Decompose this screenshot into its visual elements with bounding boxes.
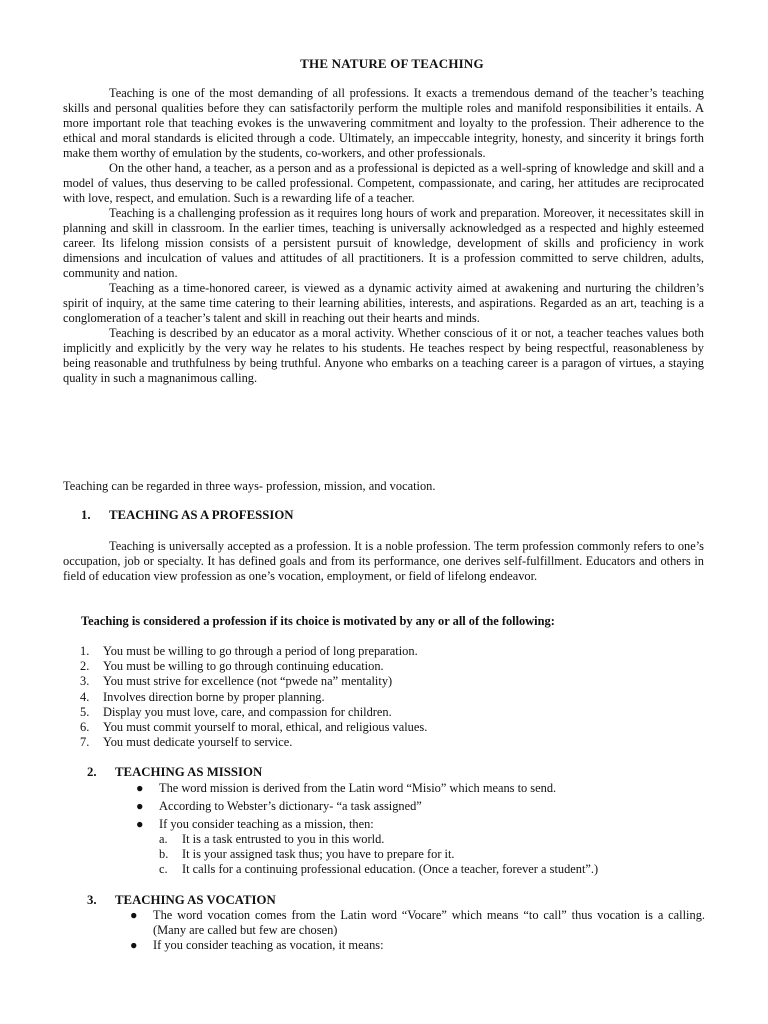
list-item xyxy=(80,674,427,689)
profession-criteria-lead: Teaching is considered a profession if its choice is motivated by any or all of the following: xyxy=(81,614,555,628)
section1-heading xyxy=(81,508,294,523)
bullet-text: If you consider teaching as vocation, it means: xyxy=(153,938,384,952)
section3-heading xyxy=(87,893,276,908)
list-item xyxy=(133,799,693,814)
item-text: Display you must love, care, and compassion for children. xyxy=(103,704,392,719)
sub-item-letter: a. xyxy=(159,832,168,846)
section1-title: TEACHING AS A PROFESSION xyxy=(109,508,294,522)
sub-item-text: It is a task entrusted to you in this world. xyxy=(182,832,385,846)
document-title: THE NATURE OF TEACHING xyxy=(300,56,484,71)
list-item xyxy=(80,720,427,735)
item-number: 3. xyxy=(80,674,90,689)
section3-title: TEACHING AS VOCATION xyxy=(115,893,276,907)
bullet-icon: ● xyxy=(130,938,138,952)
bullet-text: The word mission is derived from the Latin word “Misio” which means to send. xyxy=(159,781,557,795)
item-text: You must be willing to go through a period of long preparation. xyxy=(103,644,418,658)
sub-list-item xyxy=(159,862,693,877)
profession-criteria-list xyxy=(80,644,427,750)
item-text: Involves direction borne by proper planning. xyxy=(103,689,325,704)
sub-item-letter: b. xyxy=(159,847,169,861)
section2-title: TEACHING AS MISSION xyxy=(115,765,263,779)
list-item xyxy=(80,735,427,750)
intro-paragraph: On the other hand, a teacher, as a person and as a professional is depicted as a well-spring of knowledge and skill and a model of values, thus deserving to be called professional. Competent, compassionate, and caring, her attitudes are reciprocated with love, respect, and emulation. Such is a rewarding life of a teacher. xyxy=(63,161,704,205)
three-ways-lead: Teaching can be regarded in three ways- profession, mission, and vocation. xyxy=(63,479,436,493)
sub-list-item xyxy=(159,847,693,862)
list-item xyxy=(80,690,427,705)
bullet-text: According to Webster’s dictionary- “a task assigned” xyxy=(159,799,422,813)
bullet-icon: ● xyxy=(136,817,144,831)
bullet-icon: ● xyxy=(130,908,138,922)
sub-item-text: It is your assigned task thus; you have to prepare for it. xyxy=(182,847,455,861)
vocation-bullet-list xyxy=(127,908,705,953)
item-text: You must dedicate yourself to service. xyxy=(103,735,293,750)
list-item xyxy=(127,908,705,938)
item-number: 5. xyxy=(80,704,90,719)
bullet-icon: ● xyxy=(136,799,144,813)
mission-sub-list xyxy=(159,832,693,877)
item-number: 1. xyxy=(80,644,90,658)
list-item xyxy=(80,705,427,720)
bullet-icon: ● xyxy=(136,781,144,795)
list-item xyxy=(127,938,705,953)
sub-item-text: It calls for a continuing professional education. (Once a teacher, forever a student”.) xyxy=(182,862,599,876)
item-text: You must strive for excellence (not “pwede na” mentality) xyxy=(103,674,393,689)
intro-paragraph: Teaching is a challenging profession as it requires long hours of work and preparation. Moreover, it necessitates skill in planning and skill in classroom. In the earlier times, teaching is universally acknowledged as a respected and highly esteemed career. Its lifelong mission consists of a persistent pursuit of knowledge, development of skills and proficiency in work dimensions and inculcation of values and attitudes of all practitioners. It is a profession committed to serve children, adults, community and nation. xyxy=(63,206,704,280)
list-item xyxy=(133,781,693,796)
bullet-text: The word vocation comes from the Latin word “Vocare” which means “to call” thus vocation is a calling. (Many are called but few are chosen) xyxy=(153,908,705,937)
intro-paragraph: Teaching is described by an educator as a moral activity. Whether conscious of it or not, a teacher teaches values both implicitly and explicitly by the very way he relates to his students. He teaches respect by being respectful, reasonableness by being reasonable and truthfulness by being truthful. Anyone who embarks on a teaching career is a paragon of virtues, a staying quality in such a magnanimous calling. xyxy=(63,326,704,385)
intro-paragraph: Teaching is one of the most demanding of all professions. It exacts a tremendous demand of the teacher’s teaching skills and personal qualities before they can satisfactorily perform the multiple roles and manifold responsibilities it entails. A more important role that teaching evokes is the unwavering commitment and loyalty to the profession. Their adherence to the ethical and moral standards is elicited through a code. Ultimately, an impeccable integrity, honesty, and sincerity it brings forth make them worthy of emulation by the students, co-workers, and other professionals. xyxy=(63,86,704,160)
list-item xyxy=(133,817,693,877)
section1-number: 1. xyxy=(81,508,91,522)
section1-paragraph: Teaching is universally accepted as a profession. It is a noble profession. The term profession commonly refers to one’s occupation, job or specialty. It has defined goals and from its performance, one derives self-fulfillment. Educators and others in field of education view profession as one’s vocation, employment, or field of lifelong endeavor. xyxy=(63,539,704,583)
sub-list-item xyxy=(159,832,693,847)
list-item xyxy=(80,659,427,674)
item-number: 7. xyxy=(80,735,90,750)
section2-heading xyxy=(87,765,262,780)
item-text: You must commit yourself to moral, ethical, and religious values. xyxy=(103,719,428,734)
section2-number: 2. xyxy=(87,765,97,779)
sub-item-letter: c. xyxy=(159,862,168,876)
section3-number: 3. xyxy=(87,893,97,907)
mission-bullet-list xyxy=(133,781,693,877)
list-item xyxy=(80,644,427,659)
item-number: 2. xyxy=(80,659,90,674)
intro-paragraph: Teaching as a time-honored career, is viewed as a dynamic activity aimed at awakening and nurturing the children’s spirit of inquiry, at the same time catering to their learning abilities, interests, and aspirations. Regarded as an art, teaching is a conglomeration of a teacher’s talent and skill in reaching out their hearts and minds. xyxy=(63,281,704,325)
item-number: 4. xyxy=(80,689,90,704)
bullet-text: If you consider teaching as a mission, then: xyxy=(159,817,374,831)
item-number: 6. xyxy=(80,719,90,734)
intro-section xyxy=(63,86,704,386)
item-text: You must be willing to go through continuing education. xyxy=(103,659,384,674)
